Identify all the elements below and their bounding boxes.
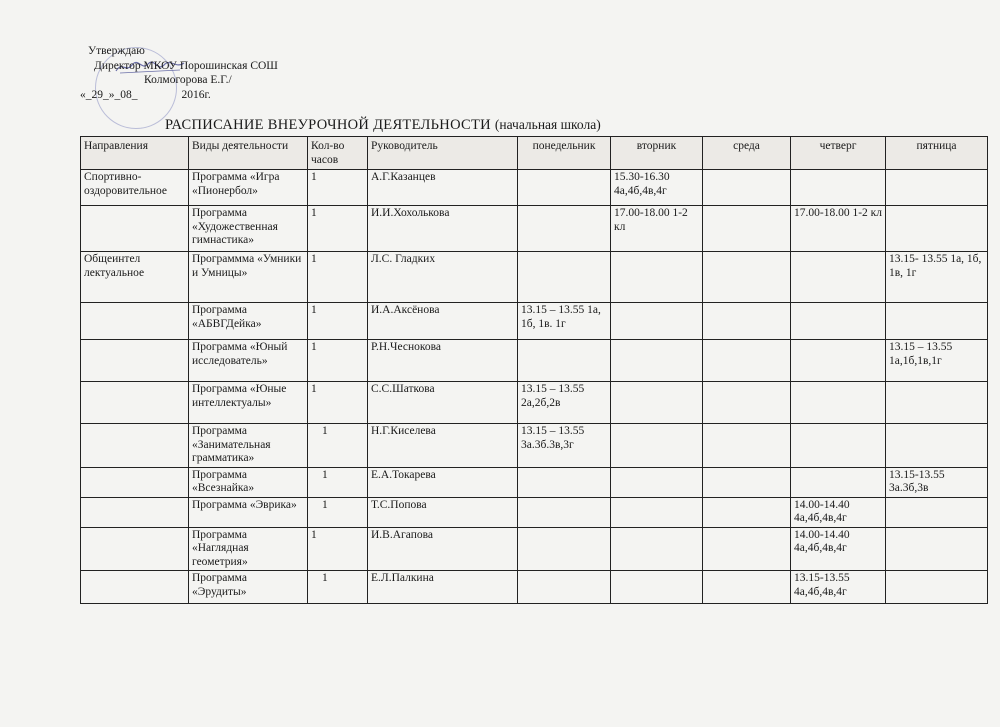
cell-monday: 13.15 – 13.55 1а, 1б, 1в. 1г: [518, 303, 611, 340]
cell-thursday: [791, 252, 886, 303]
cell-activity: Программа «Юные интеллектуалы»: [189, 382, 308, 424]
cell-tuesday: [611, 340, 703, 382]
cell-activity: Программа «Эрудиты»: [189, 571, 308, 604]
table-row: [81, 303, 988, 340]
cell-friday: [886, 497, 988, 527]
schedule-table: [80, 136, 988, 604]
cell-direction: Общеинтел лектуальное: [81, 252, 189, 303]
cell-thursday: [791, 382, 886, 424]
cell-direction: [81, 206, 189, 252]
table-body: [81, 170, 988, 604]
cell-tuesday: [611, 467, 703, 497]
approval-date: «_29_»_08_: [80, 88, 138, 101]
cell-activity: Программа «АБВГДейка»: [189, 303, 308, 340]
page-title: [165, 117, 601, 134]
cell-direction: [81, 571, 189, 604]
cell-hours: 1: [308, 497, 368, 527]
cell-activity: Программа «Занимательная грамматика»: [189, 424, 308, 468]
title-main: РАСПИСАНИЕ ВНЕУРОЧНОЙ ДЕЯТЕЛЬНОСТИ: [165, 117, 491, 133]
header-friday: пятница: [886, 137, 988, 170]
cell-friday: 13.15 – 13.55 1а,1б,1в,1г: [886, 340, 988, 382]
header-tuesday: вторник: [611, 137, 703, 170]
cell-direction: [81, 527, 189, 571]
cell-tuesday: 17.00-18.00 1-2 кл: [611, 206, 703, 252]
cell-leader: И.А.Аксёнова: [368, 303, 518, 340]
cell-leader: Н.Г.Киселева: [368, 424, 518, 468]
cell-activity: Программа «Всезнайка»: [189, 467, 308, 497]
cell-tuesday: [611, 497, 703, 527]
cell-hours: 1: [308, 424, 368, 468]
table-row: [81, 206, 988, 252]
cell-thursday: 13.15-13.55 4а,4б,4в,4г: [791, 571, 886, 604]
cell-wednesday: [703, 424, 791, 468]
header-monday: понедельник: [518, 137, 611, 170]
cell-activity: Программа «Наглядная геометрия»: [189, 527, 308, 571]
cell-leader: Т.С.Попова: [368, 497, 518, 527]
cell-activity: Программа «Юный исследователь»: [189, 340, 308, 382]
cell-friday: [886, 527, 988, 571]
cell-monday: [518, 206, 611, 252]
cell-activity: Программа «Эврика»: [189, 497, 308, 527]
cell-direction: [81, 497, 189, 527]
cell-direction: [81, 424, 189, 468]
table-row: [81, 170, 988, 206]
cell-friday: 13.15-13.55 3а.3б,3в: [886, 467, 988, 497]
cell-hours: 1: [308, 303, 368, 340]
cell-hours: 1: [308, 170, 368, 206]
cell-direction: [81, 303, 189, 340]
cell-monday: [518, 571, 611, 604]
cell-friday: [886, 303, 988, 340]
table-row: [81, 497, 988, 527]
cell-friday: [886, 571, 988, 604]
header-hours: Кол-во часов: [308, 137, 368, 170]
cell-direction: [81, 467, 189, 497]
cell-thursday: [791, 340, 886, 382]
cell-monday: [518, 527, 611, 571]
cell-leader: Л.С. Гладких: [368, 252, 518, 303]
cell-hours: 1: [308, 571, 368, 604]
cell-hours: 1: [308, 382, 368, 424]
cell-wednesday: [703, 170, 791, 206]
table-header-row: [81, 137, 988, 170]
cell-friday: [886, 170, 988, 206]
cell-wednesday: [703, 206, 791, 252]
cell-thursday: 14.00-14.40 4а,4б,4в,4г: [791, 497, 886, 527]
cell-tuesday: [611, 571, 703, 604]
cell-monday: [518, 252, 611, 303]
table-row: [81, 424, 988, 468]
cell-wednesday: [703, 252, 791, 303]
cell-thursday: [791, 467, 886, 497]
approval-line-4: [80, 88, 278, 103]
cell-monday: 13.15 – 13.55 3а.3б.3в,3г: [518, 424, 611, 468]
approval-line-2: Директор МКОУ Порошинская СОШ: [94, 59, 278, 72]
cell-tuesday: [611, 252, 703, 303]
cell-thursday: 17.00-18.00 1-2 кл: [791, 206, 886, 252]
header-direction: Направления: [81, 137, 189, 170]
cell-friday: [886, 424, 988, 468]
cell-leader: С.С.Шаткова: [368, 382, 518, 424]
cell-wednesday: [703, 467, 791, 497]
cell-tuesday: [611, 424, 703, 468]
cell-direction: Спортивно-оздоровительное: [81, 170, 189, 206]
table-row: [81, 467, 988, 497]
approval-line-1: Утверждаю: [88, 45, 145, 57]
cell-friday: [886, 382, 988, 424]
cell-friday: 13.15- 13.55 1а, 1б, 1в, 1г: [886, 252, 988, 303]
header-leader: Руководитель: [368, 137, 518, 170]
approval-line-3: Колмогорова Е.Г./: [144, 74, 232, 86]
approval-year: 2016г.: [181, 88, 211, 101]
cell-tuesday: [611, 382, 703, 424]
cell-tuesday: [611, 303, 703, 340]
cell-leader: Е.Л.Палкина: [368, 571, 518, 604]
cell-leader: Е.А.Токарева: [368, 467, 518, 497]
cell-thursday: [791, 424, 886, 468]
cell-hours: 1: [308, 252, 368, 303]
cell-tuesday: [611, 527, 703, 571]
cell-hours: 1: [308, 340, 368, 382]
cell-leader: Р.Н.Чеснокова: [368, 340, 518, 382]
cell-monday: [518, 467, 611, 497]
cell-hours: 1: [308, 467, 368, 497]
cell-activity: Программма «Умники и Умницы»: [189, 252, 308, 303]
cell-activity: Программа «Игра «Пионербол»: [189, 170, 308, 206]
cell-thursday: [791, 303, 886, 340]
table-row: [81, 527, 988, 571]
cell-wednesday: [703, 382, 791, 424]
table-row: [81, 382, 988, 424]
cell-hours: 1: [308, 206, 368, 252]
title-sub: (начальная школа): [494, 117, 601, 132]
cell-leader: А.Г.Казанцев: [368, 170, 518, 206]
approval-block: [80, 44, 278, 102]
table-row: [81, 340, 988, 382]
cell-monday: [518, 497, 611, 527]
cell-direction: [81, 340, 189, 382]
cell-wednesday: [703, 497, 791, 527]
cell-wednesday: [703, 527, 791, 571]
cell-leader: И.В.Агапова: [368, 527, 518, 571]
cell-wednesday: [703, 303, 791, 340]
cell-monday: [518, 170, 611, 206]
cell-direction: [81, 382, 189, 424]
header-activity: Виды деятельности: [189, 137, 308, 170]
table-row: [81, 252, 988, 303]
cell-wednesday: [703, 571, 791, 604]
cell-leader: И.И.Хохолькова: [368, 206, 518, 252]
cell-monday: [518, 340, 611, 382]
cell-hours: 1: [308, 527, 368, 571]
cell-thursday: 14.00-14.40 4а,4б,4в,4г: [791, 527, 886, 571]
cell-monday: 13.15 – 13.55 2а,2б,2в: [518, 382, 611, 424]
cell-friday: [886, 206, 988, 252]
cell-thursday: [791, 170, 886, 206]
cell-activity: Программа «Художественная гимнастика»: [189, 206, 308, 252]
cell-tuesday: 15.30-16.30 4а,4б,4в,4г: [611, 170, 703, 206]
table-row: [81, 571, 988, 604]
cell-wednesday: [703, 340, 791, 382]
header-wednesday: среда: [703, 137, 791, 170]
header-thursday: четверг: [791, 137, 886, 170]
